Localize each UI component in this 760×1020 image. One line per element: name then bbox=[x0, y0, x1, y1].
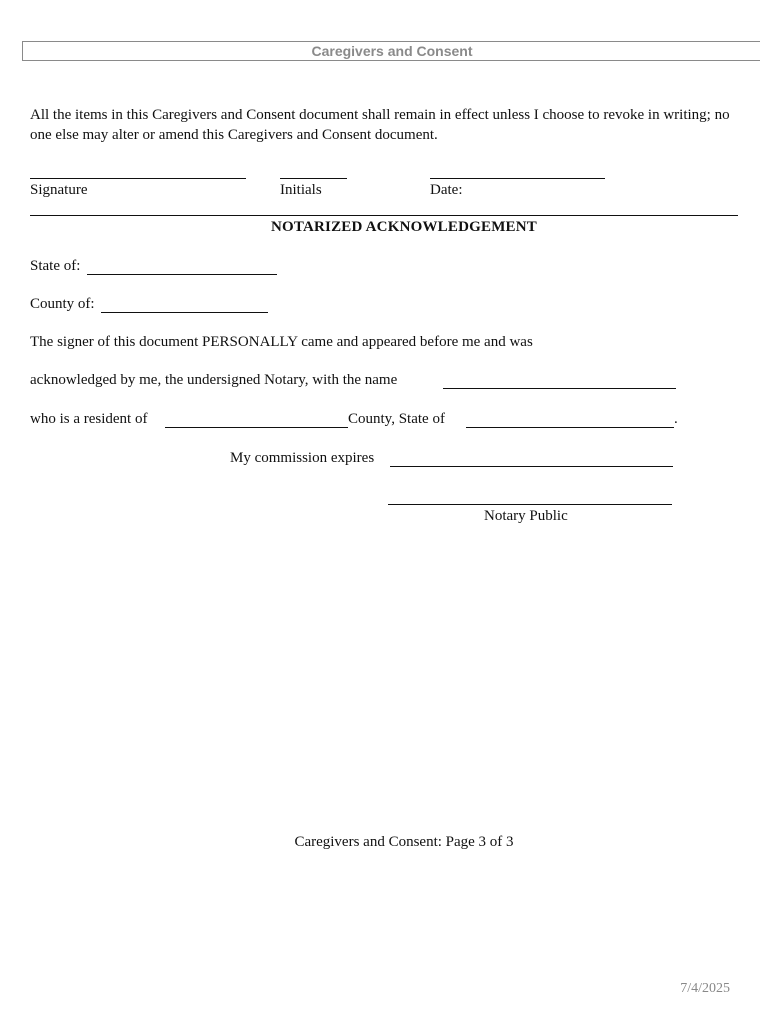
signer-name-line[interactable] bbox=[443, 388, 676, 389]
county-state-label: County, State of bbox=[348, 411, 445, 427]
resident-label: who is a resident of bbox=[30, 411, 148, 427]
signer-statement: The signer of this document PERSONALLY came and appeared before me and was bbox=[30, 334, 533, 350]
state-field-line[interactable] bbox=[87, 274, 277, 275]
state-label: State of: bbox=[30, 258, 81, 274]
section-divider bbox=[30, 215, 738, 216]
notary-heading: NOTARIZED ACKNOWLEDGEMENT bbox=[270, 219, 537, 235]
county-field-line[interactable] bbox=[101, 312, 268, 313]
notary-public-label: Notary Public bbox=[484, 508, 568, 524]
acknowledgement-statement: acknowledged by me, the undersigned Notary, with the name bbox=[30, 372, 398, 388]
intro-paragraph: All the items in this Caregivers and Consent document shall remain in effect unless I choose to revoke in writing; no one else may alter or amend this Caregivers and Consent document. bbox=[30, 107, 730, 143]
page-footer: Caregivers and Consent: Page 3 of 3 bbox=[294, 834, 514, 850]
initials-label: Initials bbox=[280, 182, 322, 198]
commission-expiry-line[interactable] bbox=[390, 466, 673, 467]
sentence-period: . bbox=[674, 411, 678, 427]
county-label: County of: bbox=[30, 296, 95, 312]
resident-county-line[interactable] bbox=[165, 427, 348, 428]
document-header: Caregivers and Consent bbox=[22, 41, 760, 61]
commission-label: My commission expires bbox=[230, 450, 375, 466]
date-line[interactable] bbox=[430, 178, 605, 179]
date-stamp: 7/4/2025 bbox=[680, 981, 730, 996]
resident-state-line[interactable] bbox=[466, 427, 674, 428]
signature-line[interactable] bbox=[30, 178, 246, 179]
notary-signature-line[interactable] bbox=[388, 504, 672, 505]
initials-line[interactable] bbox=[280, 178, 347, 179]
signature-label: Signature bbox=[30, 182, 88, 198]
date-label: Date: bbox=[430, 182, 463, 198]
